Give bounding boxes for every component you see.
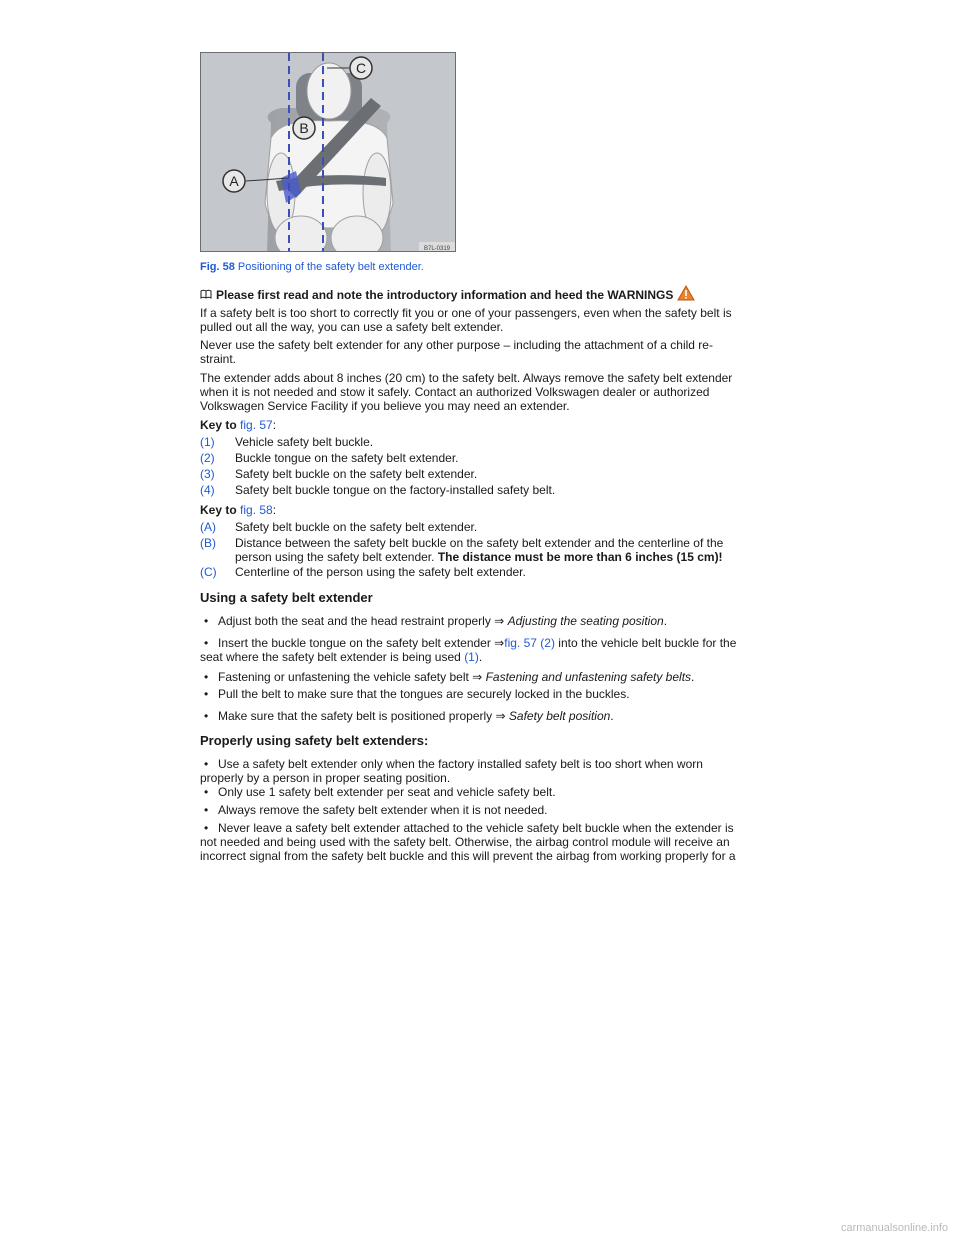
key57-text-3: Safety belt buckle on the safety belt extender. xyxy=(235,467,478,481)
key-fig58-prefix: Key to xyxy=(200,503,237,517)
figure-caption xyxy=(200,261,424,273)
key57-label-3[interactable]: (3) xyxy=(200,467,215,481)
svg-text:B: B xyxy=(299,120,309,136)
svg-text:B7L-0319: B7L-0319 xyxy=(423,246,451,252)
section-properly-using-title: Properly using safety belt extenders: xyxy=(200,733,429,748)
using-bullet-4 xyxy=(200,687,740,701)
warning-triangle-icon[interactable] xyxy=(677,285,695,304)
using-bullet-1-end: . xyxy=(663,614,668,628)
using-bullet-3-end: . xyxy=(691,670,695,684)
proper-bullet-4 xyxy=(200,821,740,863)
key57-item-1 xyxy=(200,435,740,449)
key58-text-b-main: Distance between the safety belt buckle on the safety belt extender and the centerline of the person using the safety belt extender. xyxy=(235,536,724,564)
figure-code xyxy=(419,242,455,252)
using-bullet-2-text1: Insert the buckle tongue on the safety belt extender ⇒ xyxy=(218,636,505,650)
key57-item-3 xyxy=(200,467,740,481)
key-fig57-heading xyxy=(200,418,276,432)
using-bullet-5 xyxy=(200,709,740,723)
key58-item-a xyxy=(200,520,740,534)
seat-belt-illustration xyxy=(201,53,456,252)
proper-bullet-2-text: Only use 1 safety belt extender per seat and vehicle safety belt. xyxy=(218,785,556,799)
key57-item-4 xyxy=(200,483,740,497)
section-using-extender-title: Using a safety belt extender xyxy=(200,590,373,605)
key-fig57-prefix: Key to xyxy=(200,418,237,432)
key57-label-2[interactable]: (2) xyxy=(200,451,215,465)
fig57-2-link[interactable]: fig. 57 (2) xyxy=(504,636,555,650)
key57-text-2: Buckle tongue on the safety belt extender. xyxy=(235,451,459,465)
proper-bullet-1 xyxy=(200,757,740,785)
proper-bullet-3 xyxy=(200,803,740,817)
bullet-dot: • xyxy=(204,687,209,701)
key58-item-b xyxy=(200,536,740,564)
figure-number: Fig. 58 xyxy=(200,261,235,273)
key58-text-c: Centerline of the person using the safety belt extender. xyxy=(235,565,526,579)
watermark: carmanualsonline.info xyxy=(840,1222,948,1234)
bullet-dot: • xyxy=(204,821,209,835)
using-bullet-5-text: Make sure that the safety belt is positioned properly ⇒ xyxy=(218,709,506,723)
callout-a xyxy=(223,170,245,192)
using-bullet-4-text: Pull the belt to make sure that the tongues are securely locked in the buckles. xyxy=(218,687,630,701)
figure-58-image xyxy=(200,52,456,252)
svg-text:A: A xyxy=(229,173,239,189)
key58-item-c xyxy=(200,565,740,579)
key57-label-4[interactable]: (4) xyxy=(200,483,215,497)
fig57-1-link[interactable]: (1) xyxy=(464,650,479,664)
proper-bullet-2 xyxy=(200,785,740,799)
bullet-dot: • xyxy=(204,803,209,817)
using-bullet-3 xyxy=(200,670,740,684)
bullet-dot: • xyxy=(204,757,209,771)
key58-label-c[interactable]: (C) xyxy=(200,565,217,579)
adjusting-seating-ref[interactable]: Adjusting the seating position xyxy=(507,614,664,628)
using-bullet-2-text2: into the vehicle belt buckle for the seat where the safety belt extender is being used xyxy=(200,636,737,664)
key-fig58-colon: : xyxy=(272,503,277,517)
belt-position-ref[interactable]: Safety belt position xyxy=(508,709,611,723)
bullet-dot: • xyxy=(204,670,209,684)
figure-caption-text: Positioning of the safety belt extender. xyxy=(237,261,424,273)
callout-c xyxy=(350,57,372,79)
key-fig57-colon: : xyxy=(272,418,277,432)
fig58-link[interactable]: fig. 58 xyxy=(240,503,273,517)
fastening-ref[interactable]: Fastening and unfastening safety belts xyxy=(485,670,692,684)
key58-label-b[interactable]: (B) xyxy=(200,536,216,550)
key57-text-4: Safety belt buckle tongue on the factory-installed safety belt. xyxy=(235,483,556,497)
using-bullet-2-end: . xyxy=(478,650,483,664)
using-bullet-1-text: Adjust both the seat and the head restraint properly ⇒ xyxy=(218,614,505,628)
key57-text-1: Vehicle safety belt buckle. xyxy=(235,435,374,449)
paragraph-too-short: If a safety belt is too short to correctly fit you or one of your passengers, even when the safety belt is pulled out all the way, you can use a safety belt extender. xyxy=(200,306,732,334)
fig57-link[interactable]: fig. 57 xyxy=(240,418,273,432)
bullet-dot: • xyxy=(204,636,209,650)
intro-notice-text: Please first read and note the introductory information and heed the WARNINGS xyxy=(216,287,674,302)
book-icon xyxy=(200,288,212,302)
bullet-dot: • xyxy=(204,614,209,628)
key-fig58-heading xyxy=(200,503,276,517)
proper-bullet-3-text: Always remove the safety belt extender when it is not needed. xyxy=(218,803,548,817)
intro-notice xyxy=(200,285,695,304)
proper-bullet-4-text: Never leave a safety belt extender attached to the vehicle safety belt buckle when the extender is not needed and being used with the safety belt. Otherwise, the airbag control module will receive an incorrect signal from the safety belt buckle and this will prevent the airbag from working properly for a xyxy=(200,821,736,863)
callout-b xyxy=(293,117,315,139)
using-bullet-2 xyxy=(200,636,740,664)
key58-text-a: Safety belt buckle on the safety belt extender. xyxy=(235,520,478,534)
using-bullet-5-end: . xyxy=(610,709,614,723)
key57-label-1[interactable]: (1) xyxy=(200,435,215,449)
paragraph-never-use: Never use the safety belt extender for any other purpose – including the attachment of a child re-straint. xyxy=(200,338,713,366)
bullet-dot: • xyxy=(204,785,209,799)
key58-label-a[interactable]: (A) xyxy=(200,520,216,534)
paragraph-extender-adds: The extender adds about 8 inches (20 cm) to the safety belt. Always remove the safety belt extender when it is not needed and stow it safely. Contact an authorized Volkswagen dealer or authorized Volkswagen Service Facility if you believe you may need an extender. xyxy=(200,371,733,413)
svg-text:C: C xyxy=(355,60,367,76)
proper-bullet-1-text: Use a safety belt extender only when the factory installed safety belt is too short when worn properly by a person in proper seating position. xyxy=(200,757,703,785)
key58-text-b xyxy=(235,536,730,564)
using-bullet-1 xyxy=(200,614,740,628)
key58-text-b-bold: The distance must be more than 6 inches (15 cm)! xyxy=(437,550,723,564)
bullet-dot: • xyxy=(204,709,209,723)
using-bullet-3-text: Fastening or unfastening the vehicle safety belt ⇒ xyxy=(218,670,483,684)
key57-item-2 xyxy=(200,451,740,465)
